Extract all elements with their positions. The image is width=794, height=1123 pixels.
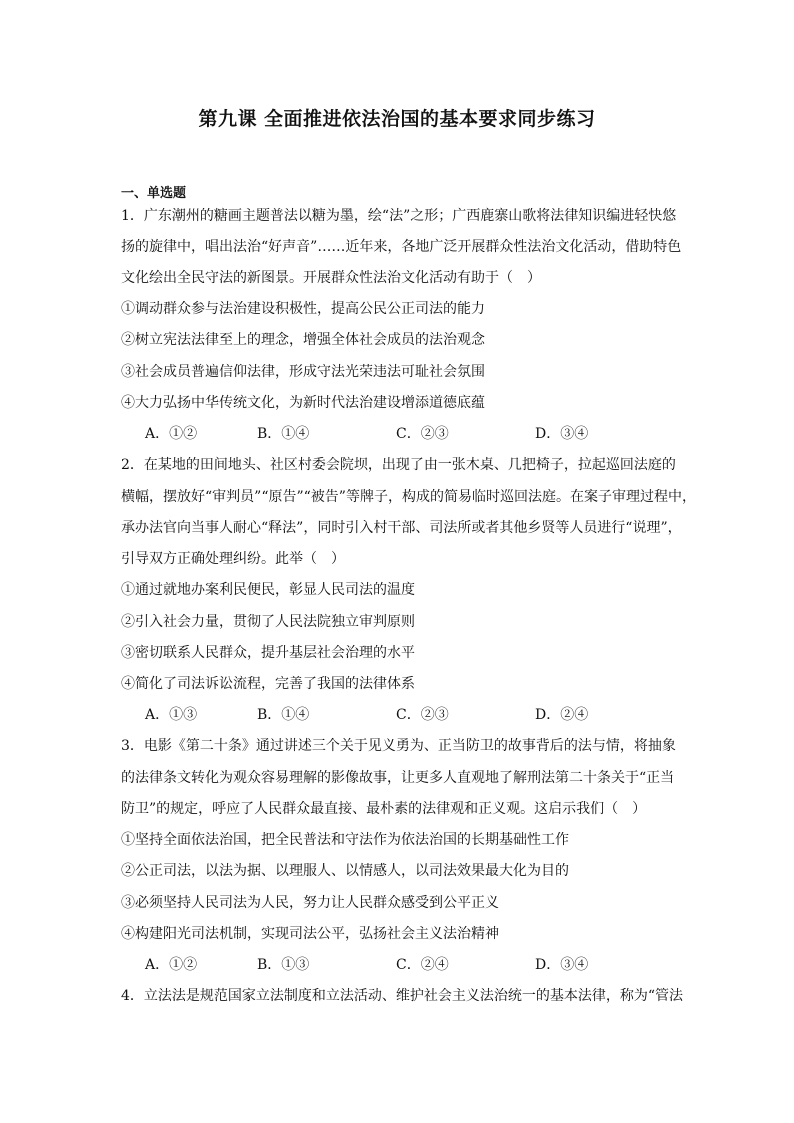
question-stem-line: 横幅，摆放好“审判员”“原告”“被告”等牌子，构成的简易临时巡回法庭。在案子审理过程中， xyxy=(121,489,696,505)
option-statement: ①坚持全面依法治国，把全民普法和守法作为依法治国的长期基础性工作 xyxy=(121,832,569,848)
question-stem-line: 1．广东潮州的糖画主题普法以糖为墨，绘“法”之形；广西鹿寨山歌将法律知识编进轻快悠 xyxy=(121,208,677,224)
question-stem-line: 3．电影《第二十条》通过讲述三个关于见义勇为、正当防卫的故事背后的法与情，将抽象 xyxy=(121,738,676,754)
option-statement: ④简化了司法诉讼流程，完善了我国的法律体系 xyxy=(121,676,415,692)
option-statement: ①通过就地办案利民便民，彰显人民司法的温度 xyxy=(121,582,415,598)
option-statement: ③必须坚持人民司法为人民，努力让人民群众感受到公平正义 xyxy=(121,895,499,911)
option-statement: ②公正司法，以法为据、以理服人、以情感人，以司法效果最大化为目的 xyxy=(121,863,569,879)
answer-choices xyxy=(145,707,665,723)
question-stem-line: 的法律条文转化为观众容易理解的影像故事，让更多人直观地了解刑法第二十条关于“正当 xyxy=(121,770,675,786)
option-statement: ④构建阳光司法机制，实现司法公平，弘扬社会主义法治精神 xyxy=(121,926,499,942)
question-stem-line: 引导双方正确处理纠纷。此举（ ） xyxy=(121,551,345,567)
answer-choices xyxy=(145,957,665,973)
choice-a: A．①③ xyxy=(145,707,198,723)
choice-c: C．②③ xyxy=(396,707,449,723)
choice-a: A．①② xyxy=(145,957,198,973)
choice-b: B．①③ xyxy=(257,957,310,973)
option-statement: ③密切联系人民群众，提升基层社会治理的水平 xyxy=(121,645,415,661)
choice-c: C．②③ xyxy=(396,426,449,442)
option-statement: ②树立宪法法律至上的理念，增强全体社会成员的法治观念 xyxy=(121,332,485,348)
section-heading: 一、单选题 xyxy=(121,186,187,201)
option-statement: ④大力弘扬中华传统文化，为新时代法治建设增添道德底蕴 xyxy=(121,395,485,411)
question-stem-line: 承办法官向当事人耐心“释法”，同时引入村干部、司法所或者其他乡贤等人员进行“说理”， xyxy=(121,520,682,536)
option-statement: ②引入社会力量，贯彻了人民法院独立审判原则 xyxy=(121,614,415,630)
question-stem-line: 扬的旋律中，唱出法治“好声音”……近年来，各地广泛开展群众性法治文化活动，借助特色 xyxy=(121,239,682,255)
question-stem-line: 防卫”的规定，呼应了人民群众最直接、最朴素的法律观和正义观。这启示我们（ ） xyxy=(121,801,647,817)
question-stem-line: 2．在某地的田间地头、社区村委会院坝，出现了由一张木桌、几把椅子，拉起巡回法庭的 xyxy=(121,457,676,473)
choice-b: B．①④ xyxy=(257,707,310,723)
choice-b: B．①④ xyxy=(257,426,310,442)
choice-d: D．②④ xyxy=(535,707,589,723)
question-stem-line: 4．立法法是规范国家立法制度和立法活动、维护社会主义法治统一的基本法律，称为“管法 xyxy=(121,988,684,1004)
choice-d: D．③④ xyxy=(535,957,589,973)
choice-a: A．①② xyxy=(145,426,198,442)
choice-c: C．②④ xyxy=(396,957,449,973)
question-stem-line: 文化绘出全民守法的新图景。开展群众性法治文化活动有助于（ ） xyxy=(121,270,541,286)
option-statement: ①调动群众参与法治建设积极性，提高公民公正司法的能力 xyxy=(121,301,485,317)
answer-choices xyxy=(145,426,665,442)
option-statement: ③社会成员普遍信仰法律，形成守法光荣违法可耻社会氛围 xyxy=(121,364,485,380)
page-title: 第九课 全面推进依法治国的基本要求同步练习 xyxy=(198,108,596,130)
choice-d: D．③④ xyxy=(535,426,589,442)
